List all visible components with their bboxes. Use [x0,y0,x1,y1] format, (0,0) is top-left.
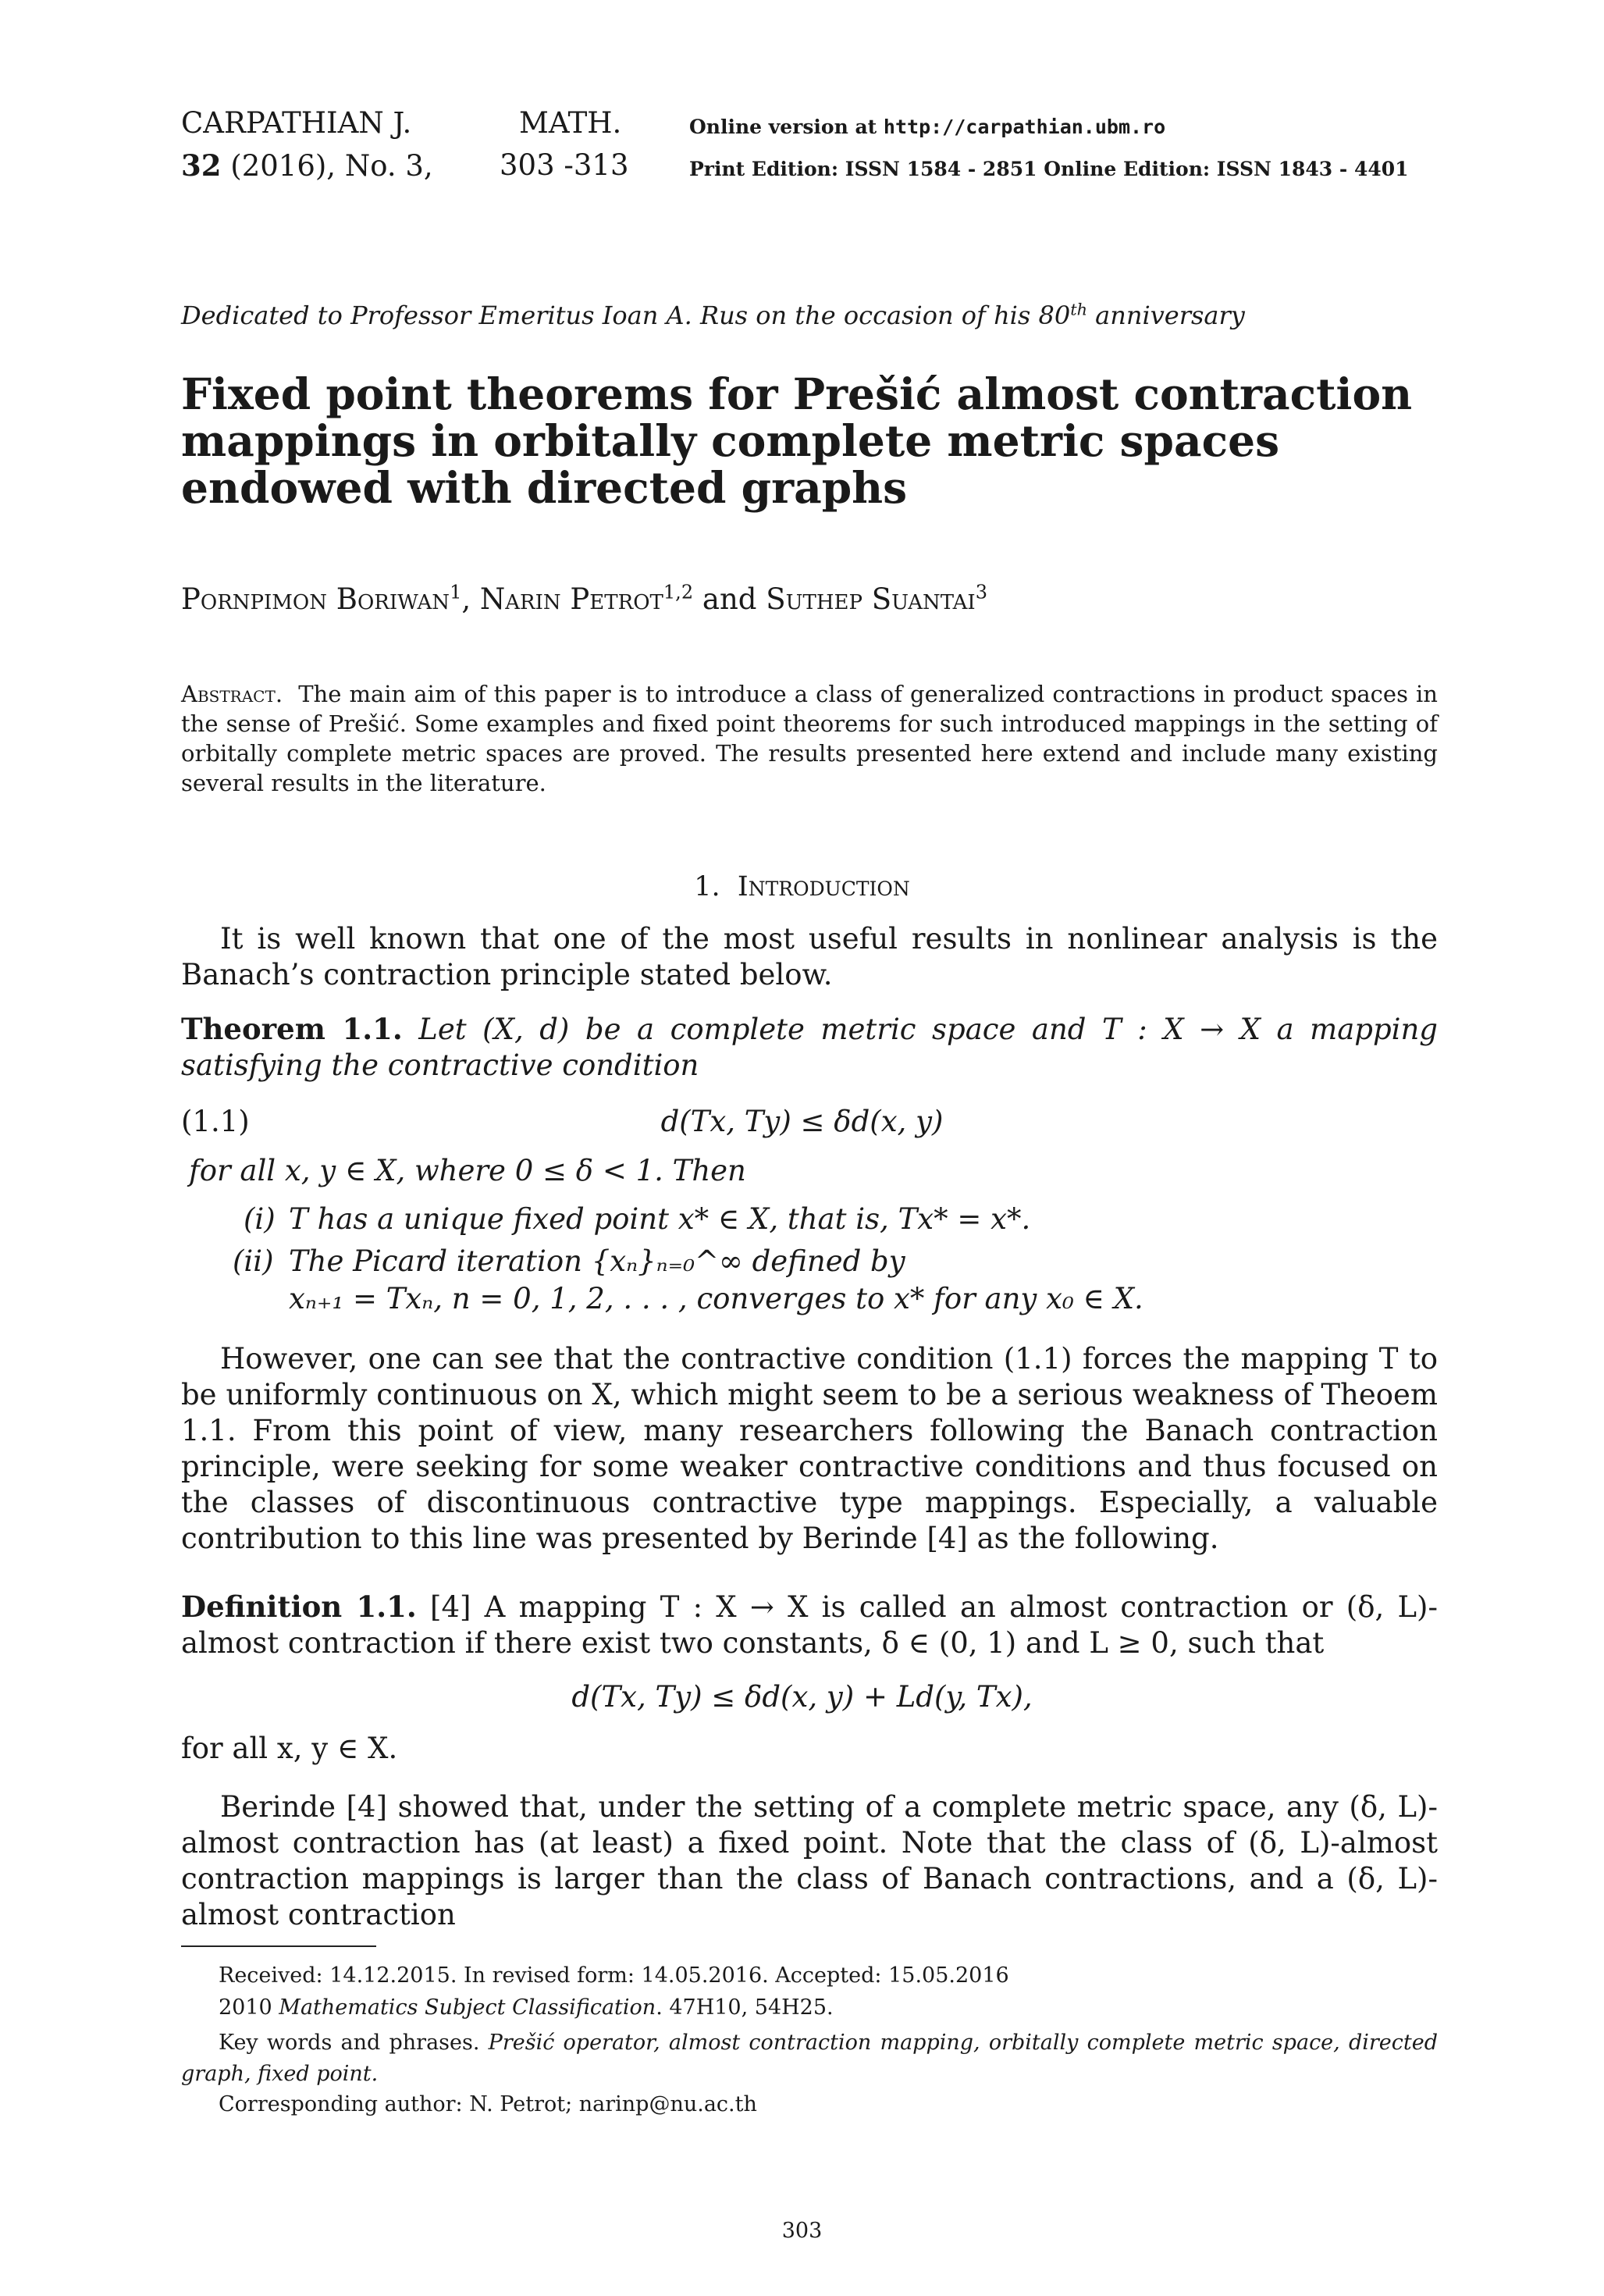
volume-number: 32 [181,148,222,183]
definition-for-all: for all x, y ∈ X. [181,1732,398,1765]
page-range: 303 -313 [500,148,629,182]
theorem-text: Let (X, d) be a complete metric space and T : X → X a mapping satisfying the contractive condition [181,1013,1438,1082]
definition-1-1 [181,1589,1438,1661]
definition-text: [4] A mapping T : X → X is called an almost contraction or (δ, L)-almost contraction if there exist two constants, δ ∈ (0, 1) and L ≥ 0, such that [181,1590,1438,1660]
online-version [689,116,1165,138]
theorem-item-ii: The Picard iteration {xₙ}ₙ₌₀^∞ defined by [289,1244,905,1278]
theorem-item-ii-label: (ii) [233,1244,274,1278]
definition-equation: d(Tx, Ty) ≤ δd(x, y) + Ld(y, Tx), [571,1680,1033,1714]
author-list [181,582,987,616]
author-3: Suthep Suantai [766,582,976,616]
author-sep: and [693,582,766,616]
theorem-item-i-label: (i) [244,1202,276,1236]
footnote-rule [181,1945,376,1947]
journal-name: CARPATHIAN J. [181,106,412,140]
author-3-affil: 3 [975,581,988,603]
msc-year: 2010 [219,1995,279,2020]
author-1-affil: 1 [450,581,462,603]
page-number: 303 [781,2219,823,2243]
footnote-corresponding: Corresponding author: N. Petrot; narinp@nu.ac.th [219,2092,757,2116]
author-2-affil: 1,2 [663,581,694,603]
theorem-label: Theorem 1.1. [181,1012,403,1046]
paper-title: Fixed point theorems for Prešić almost contraction mappings in orbitally complete metric spaces endowed with directed graphs [181,368,1413,513]
definition-label: Definition 1.1. [181,1589,417,1624]
paragraph-2: However, one can see that the contractive condition (1.1) forces the mapping T to be uniformly continuous on X, which might seem to be a serious weakness of Theoem 1.1. From this point of view, many researchers following the Banach contraction principle, were seeking for some weaker contractive conditions and thus focused on the classes of discontinuous contractive type mappings. Especially, a valuable contribution to this line was presented by Berinde [4] as the following. [181,1342,1438,1555]
dedication-tail: anniversary [1087,301,1245,330]
section-title: Introduction [737,871,910,902]
abstract [181,679,1438,798]
author-2: Narin Petrot [479,582,663,616]
footnote-msc [219,1995,834,2020]
volume-issue [181,148,433,183]
intro-paragraph: It is well known that one of the most useful results in nonlinear analysis is the Banach’s contraction principle stated below. [181,922,1438,991]
dedication-text: Dedicated to Professor Emeritus Ioan A. Rus on the occasion of his 80 [181,301,1071,330]
online-label: Online version at [689,116,884,138]
print-edition: Print Edition: ISSN 1584 - 2851 Online Edition: ISSN 1843 - 4401 [689,158,1409,180]
dedication-sup: th [1070,300,1087,319]
abstract-label: Abstract. [181,681,283,707]
abstract-text: The main aim of this paper is to introduce a class of generalized contractions in product spaces in the sense of Prešić. Some examples and fixed point theorems for such introduced mappings in the setting of orbitally complete metric spaces are proved. The results presented here extend and include many existing several results in the literature. [181,681,1438,796]
author-1: Pornpimon Boriwan [181,582,450,616]
msc-codes: . 47H10, 54H25. [656,1995,834,2020]
msc-label: Mathematics Subject Classification [279,1995,656,2020]
theorem-for-all: for all x, y ∈ X, where 0 ≤ δ < 1. Then [189,1154,746,1187]
keywords-text: Prešić operator, almost contraction mapping, orbitally complete metric space, directed graph, fixed point. [181,2031,1438,2086]
dedication [181,301,1245,330]
footnote-keywords [181,2027,1438,2090]
theorem-item-ii-continued: xₙ₊₁ = Txₙ, n = 0, 1, 2, . . . , converges to x* for any x₀ ∈ X. [289,1282,1143,1315]
issue-text: (2016), No. 3, [221,149,433,183]
equation-number: (1.1) [181,1105,250,1138]
keywords-label: Key words and phrases. [219,2031,489,2055]
theorem-item-i: T has a unique fixed point x* ∈ X, that is, Tx* = x*. [289,1202,1031,1236]
section-heading [0,871,1604,902]
section-number: 1. [694,871,720,902]
author-sep: , [461,582,480,616]
journal-subject: MATH. [519,106,622,140]
paragraph-3: Berinde [4] showed that, under the setting of a complete metric space, any (δ, L)-almost contraction has (at least) a fixed point. Note that the class of (δ, L)-almost contraction mappings is larger than the class of Banach contractions, and a (δ, L)-almost contraction [181,1790,1438,1931]
theorem-1-1 [181,1011,1438,1084]
footnote-received: Received: 14.12.2015. In revised form: 14.05.2016. Accepted: 15.05.2016 [219,1963,1009,1988]
equation-1-1: d(Tx, Ty) ≤ δd(x, y) [660,1105,944,1138]
online-url[interactable]: http://carpathian.ubm.ro [883,116,1166,138]
